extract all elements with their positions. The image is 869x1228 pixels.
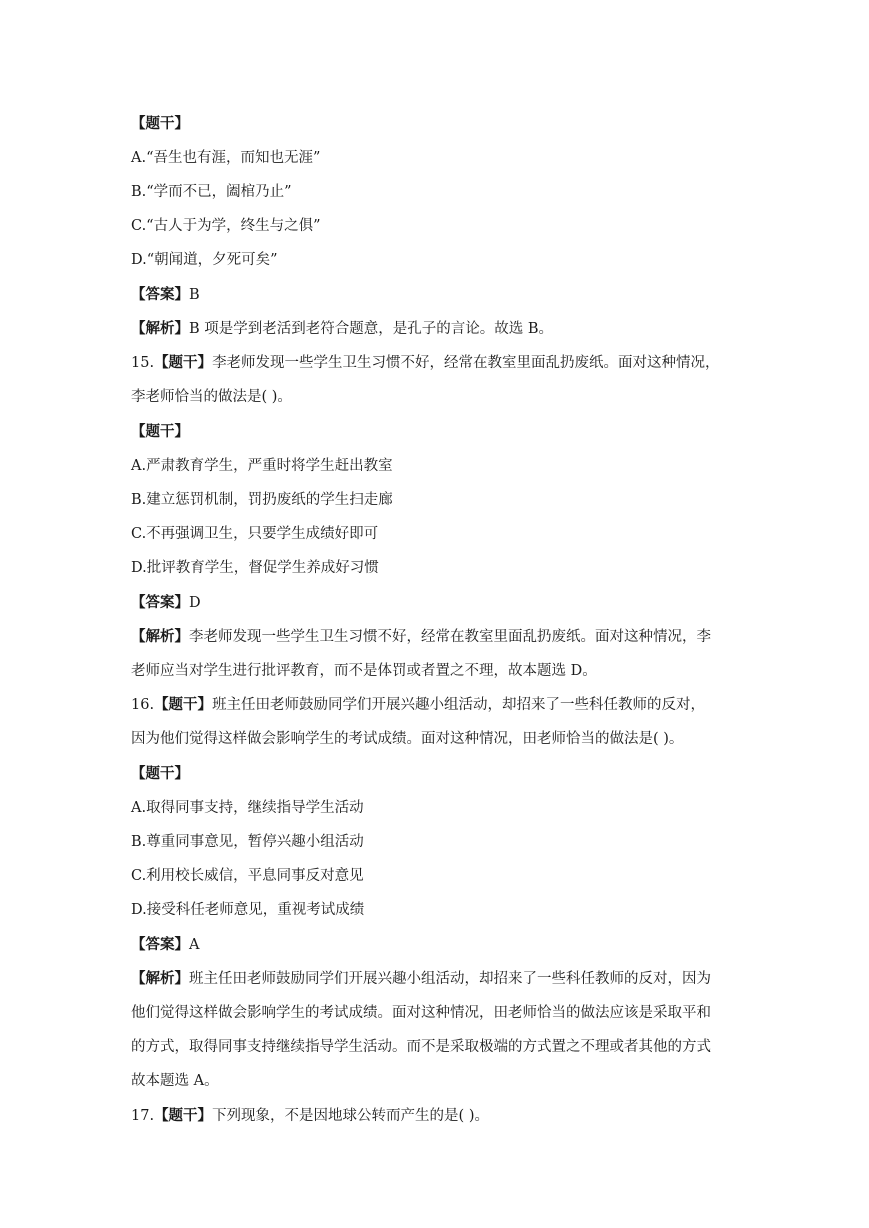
text-line xyxy=(131,148,751,168)
line-text: D.批评教育学生，督促学生养成好习惯 xyxy=(131,560,379,576)
line-text: B.尊重同事意见，暂停兴趣小组活动 xyxy=(131,834,364,850)
text-line xyxy=(131,456,751,476)
text-line xyxy=(131,558,751,578)
line-text: 下列现象，不是因地球公转而产生的是( )。 xyxy=(212,1108,489,1124)
line-text: 他们觉得这样做会影响学生的考试成绩。面对这种情况，田老师恰当的做法应该是采取平和 xyxy=(131,1005,711,1021)
text-line xyxy=(131,866,751,886)
line-text: 的方式，取得同事支持继续指导学生活动。而不是采取极端的方式置之不理或者其他的方式 xyxy=(131,1039,711,1055)
text-line xyxy=(131,216,751,236)
text-line xyxy=(131,114,751,134)
text-line xyxy=(131,353,751,373)
text-line xyxy=(131,969,751,989)
text-line xyxy=(131,422,751,442)
question-number: 15. xyxy=(131,355,155,371)
line-text: 李老师发现一些学生卫生习惯不好，经常在教室里面乱扔废纸。面对这种情况， xyxy=(212,355,720,371)
section-label: 【题干】 xyxy=(154,1107,213,1124)
line-text: 班主任田老师鼓励同学们开展兴趣小组活动，却招来了一些科任教师的反对，因为 xyxy=(189,971,711,987)
text-line xyxy=(131,250,751,270)
line-text: 李老师恰当的做法是( )。 xyxy=(131,389,292,405)
line-text: C.不再强调卫生，只要学生成绩好即可 xyxy=(131,526,379,542)
line-text: 故本题选 A。 xyxy=(131,1073,219,1089)
line-text: B 项是学到老活到老符合题意，是孔子的言论。故选 B。 xyxy=(189,321,554,337)
line-text: 老师应当对学生进行批评教育，而不是体罚或者置之不理，故本题选 D。 xyxy=(131,663,597,679)
text-line xyxy=(131,1106,751,1126)
section-label: 【答案】 xyxy=(131,936,189,953)
text-line xyxy=(131,1037,751,1057)
section-label: 【解析】 xyxy=(131,628,189,645)
line-text: C.“古人于为学，终生与之俱” xyxy=(131,218,321,234)
text-line xyxy=(131,1071,751,1091)
section-label: 【题干】 xyxy=(154,354,213,371)
text-line xyxy=(131,490,751,510)
text-line xyxy=(131,627,751,647)
question-number: 17. xyxy=(131,1108,155,1124)
section-label: 【题干】 xyxy=(154,696,213,713)
line-text: D xyxy=(189,595,201,611)
line-text: B.建立惩罚机制，罚扔废纸的学生扫走廊 xyxy=(131,492,393,508)
section-label: 【解析】 xyxy=(131,320,189,337)
text-line xyxy=(131,593,751,613)
line-text: 班主任田老师鼓励同学们开展兴趣小组活动，却招来了一些科任教师的反对， xyxy=(212,697,706,713)
text-line xyxy=(131,524,751,544)
text-line xyxy=(131,900,751,920)
text-line xyxy=(131,182,751,202)
section-label: 【解析】 xyxy=(131,970,189,987)
line-text: 因为他们觉得这样做会影响学生的考试成绩。面对这种情况，田老师恰当的做法是( )。 xyxy=(131,731,684,747)
section-heading: 【题干】 xyxy=(131,115,189,132)
line-text: A.“吾生也有涯，而知也无涯” xyxy=(131,150,321,166)
text-line xyxy=(131,764,751,784)
line-text: A.取得同事支持，继续指导学生活动 xyxy=(131,800,364,816)
text-line xyxy=(131,798,751,818)
text-line xyxy=(131,695,751,715)
question-number: 16. xyxy=(131,697,155,713)
text-line xyxy=(131,661,751,681)
line-text: 李老师发现一些学生卫生习惯不好，经常在教室里面乱扔废纸。面对这种情况，李 xyxy=(189,629,711,645)
section-label: 【答案】 xyxy=(131,286,189,303)
line-text: A.严肃教育学生，严重时将学生赶出教室 xyxy=(131,458,393,474)
text-line xyxy=(131,387,751,407)
section-heading: 【题干】 xyxy=(131,765,189,782)
text-line xyxy=(131,935,751,955)
text-line xyxy=(131,1003,751,1023)
section-heading: 【题干】 xyxy=(131,423,189,440)
line-text: B.“学而不已，阖棺乃止” xyxy=(131,184,292,200)
text-line xyxy=(131,285,751,305)
section-label: 【答案】 xyxy=(131,594,189,611)
line-text: D.“朝闻道，夕死可矣” xyxy=(131,252,278,268)
line-text: B xyxy=(189,287,200,303)
text-line xyxy=(131,319,751,339)
text-line xyxy=(131,729,751,749)
line-text: A xyxy=(189,937,200,953)
line-text: C.利用校长威信，平息同事反对意见 xyxy=(131,868,364,884)
line-text: D.接受科任老师意见，重视考试成绩 xyxy=(131,902,365,918)
text-line xyxy=(131,832,751,852)
